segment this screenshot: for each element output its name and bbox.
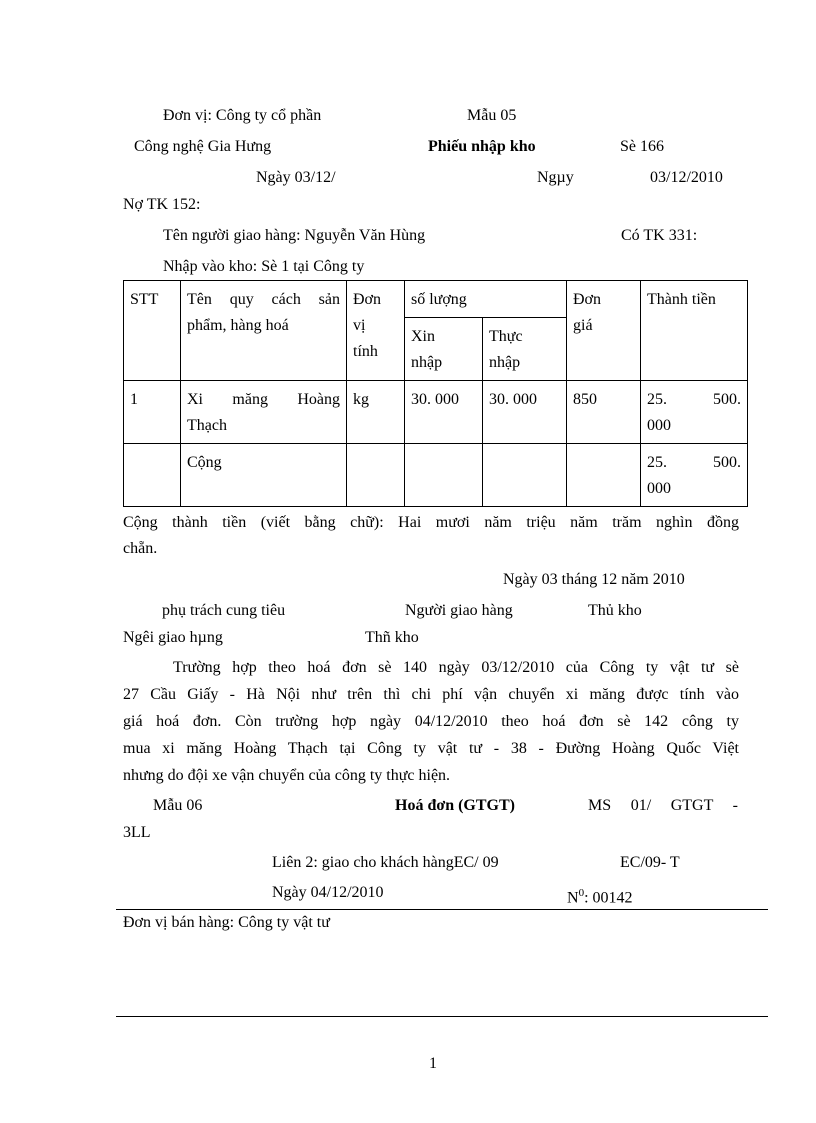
header-price-line-1: Đơn [573,291,602,308]
paragraph-line-2: 27 Cầu Giấy - Hà Nội như trên thì chi phí vận chuyển xi măng được tính vào [123,686,739,703]
invoice-number-value: : 00142 [584,889,633,907]
total-qty-actual [483,444,567,507]
header-qty-requested-line-1: Xin [411,328,435,345]
warehouse-label: Nhập vào kho: Sè 1 tại Công ty [163,258,365,275]
total-amount [641,444,748,507]
total-label: Cộng [181,444,347,507]
paragraph-line-3: giá hoá đơn. Còn trường hợp ngày 04/12/2010 theo hoá đơn sè 142 công ty [123,713,739,730]
cell-stt: 1 [124,381,181,444]
date-right: 03/12/2010 [650,169,723,186]
document-title: Phiếu nhập kho [428,138,536,155]
header-qty-actual-line-1: Thực [489,328,523,345]
cell-amount-line-2: 000 [647,417,671,434]
form-number: Mẫu 05 [467,107,517,124]
invoice-number [567,883,633,908]
table-row [124,381,748,444]
debit-account: Nợ TK 152: [123,196,201,213]
invoice-number-sup: 0 [578,887,585,899]
invoice-series: EC/09- T [620,854,680,871]
cell-amount [641,381,748,444]
sign-date: Ngày 03 tháng 12 năm 2010 [503,571,685,588]
cell-qty-requested: 30. 000 [405,381,483,444]
total-amount-line-2: 000 [647,480,671,497]
cell-amount-line-1: 25. 500. [647,391,741,408]
header-name-line-1: Tên quy cách sản [187,291,340,308]
invoice-number-label: N [567,889,579,907]
amount-in-words: Cộng thành tiền (viết bằng chữ): Hai mươi năm triệu năm trăm nghìn đồng [123,514,739,531]
header-unit [347,281,405,381]
total-qty-requested [405,444,483,507]
deliverer-name: Tên người giao hàng: Nguyễn Văn Hùng [163,227,426,244]
header-price-line-2: giá [573,317,593,334]
unit-label: Đơn vị: Công ty cổ phần [163,107,322,124]
date-label: Ngµy [537,169,574,186]
header-qty-requested [405,318,483,381]
table-header-row [124,281,748,318]
receipt-table [123,280,748,507]
header-unit-line-2: vị [353,317,366,334]
header-name [181,281,347,381]
invoice-ms-cont: 3LL [123,824,151,841]
paragraph-line-1: Trường hợp theo hoá đơn sè 140 ngày 03/12/2010 của Công ty vật tư sè [173,659,739,676]
cell-name [181,381,347,444]
total-unit [347,444,405,507]
header-unit-line-1: Đơn [353,291,382,308]
header-qty-actual-line-2: nhập [489,354,521,371]
credit-account: Có TK 331: [621,227,698,244]
document-number: Sè 166 [620,138,664,155]
header-qty-actual [483,318,567,381]
header-name-line-2: phẩm, hàng hoá [187,317,289,334]
cell-name-line-1: Xi măng Hoàng [187,391,340,408]
page-number: 1 [429,1055,437,1072]
invoice-ms: MS 01/ GTGT - [588,797,738,814]
date-left: Ngày 03/12/ [256,169,336,186]
invoice-title: Hoá đơn (GTGT) [395,797,515,814]
signature-keeper: Thủ kho [588,602,642,619]
signature-alt-keeper: Thñ kho [365,629,419,646]
cell-unit: kg [347,381,405,444]
header-unit-line-3: tính [353,343,378,360]
paragraph-line-4: mua xi măng Hoàng Thạch tại Công ty vật tư - 38 - Đường Hoàng Quốc Việt [123,740,739,757]
header-qty-requested-line-2: nhập [411,354,443,371]
signature-deliverer: Người giao hàng [405,602,513,619]
header-price [567,281,641,381]
cell-name-line-2: Thạch [187,417,227,434]
divider-bottom [116,1016,768,1017]
total-stt [124,444,181,507]
signature-supply: phụ trách cung tiêu [162,602,286,619]
total-price [567,444,641,507]
signature-alt-deliverer: Ngêi giao hµng [123,629,223,646]
invoice-form: Mẫu 06 [153,797,203,814]
cell-price: 850 [567,381,641,444]
invoice-date: Ngày 04/12/2010 [272,884,384,901]
paragraph-line-5: nhưng do đội xe vận chuyển của công ty thực hiện. [123,767,451,784]
invoice-copy: Liên 2: giao cho khách hàngEC/ 09 [272,854,499,871]
header-amount: Thành tiền [641,281,748,381]
company-name: Công nghệ Gia Hưng [134,138,272,155]
seller-unit: Đơn vị bán hàng: Công ty vật tư [123,914,330,931]
total-amount-line-1: 25. 500. [647,454,741,471]
cell-qty-actual: 30. 000 [483,381,567,444]
divider-top [116,909,768,910]
header-stt: STT [124,281,181,381]
amount-in-words-cont: chẵn. [123,540,158,557]
table-total-row [124,444,748,507]
header-quantity: số lượng [405,281,567,318]
